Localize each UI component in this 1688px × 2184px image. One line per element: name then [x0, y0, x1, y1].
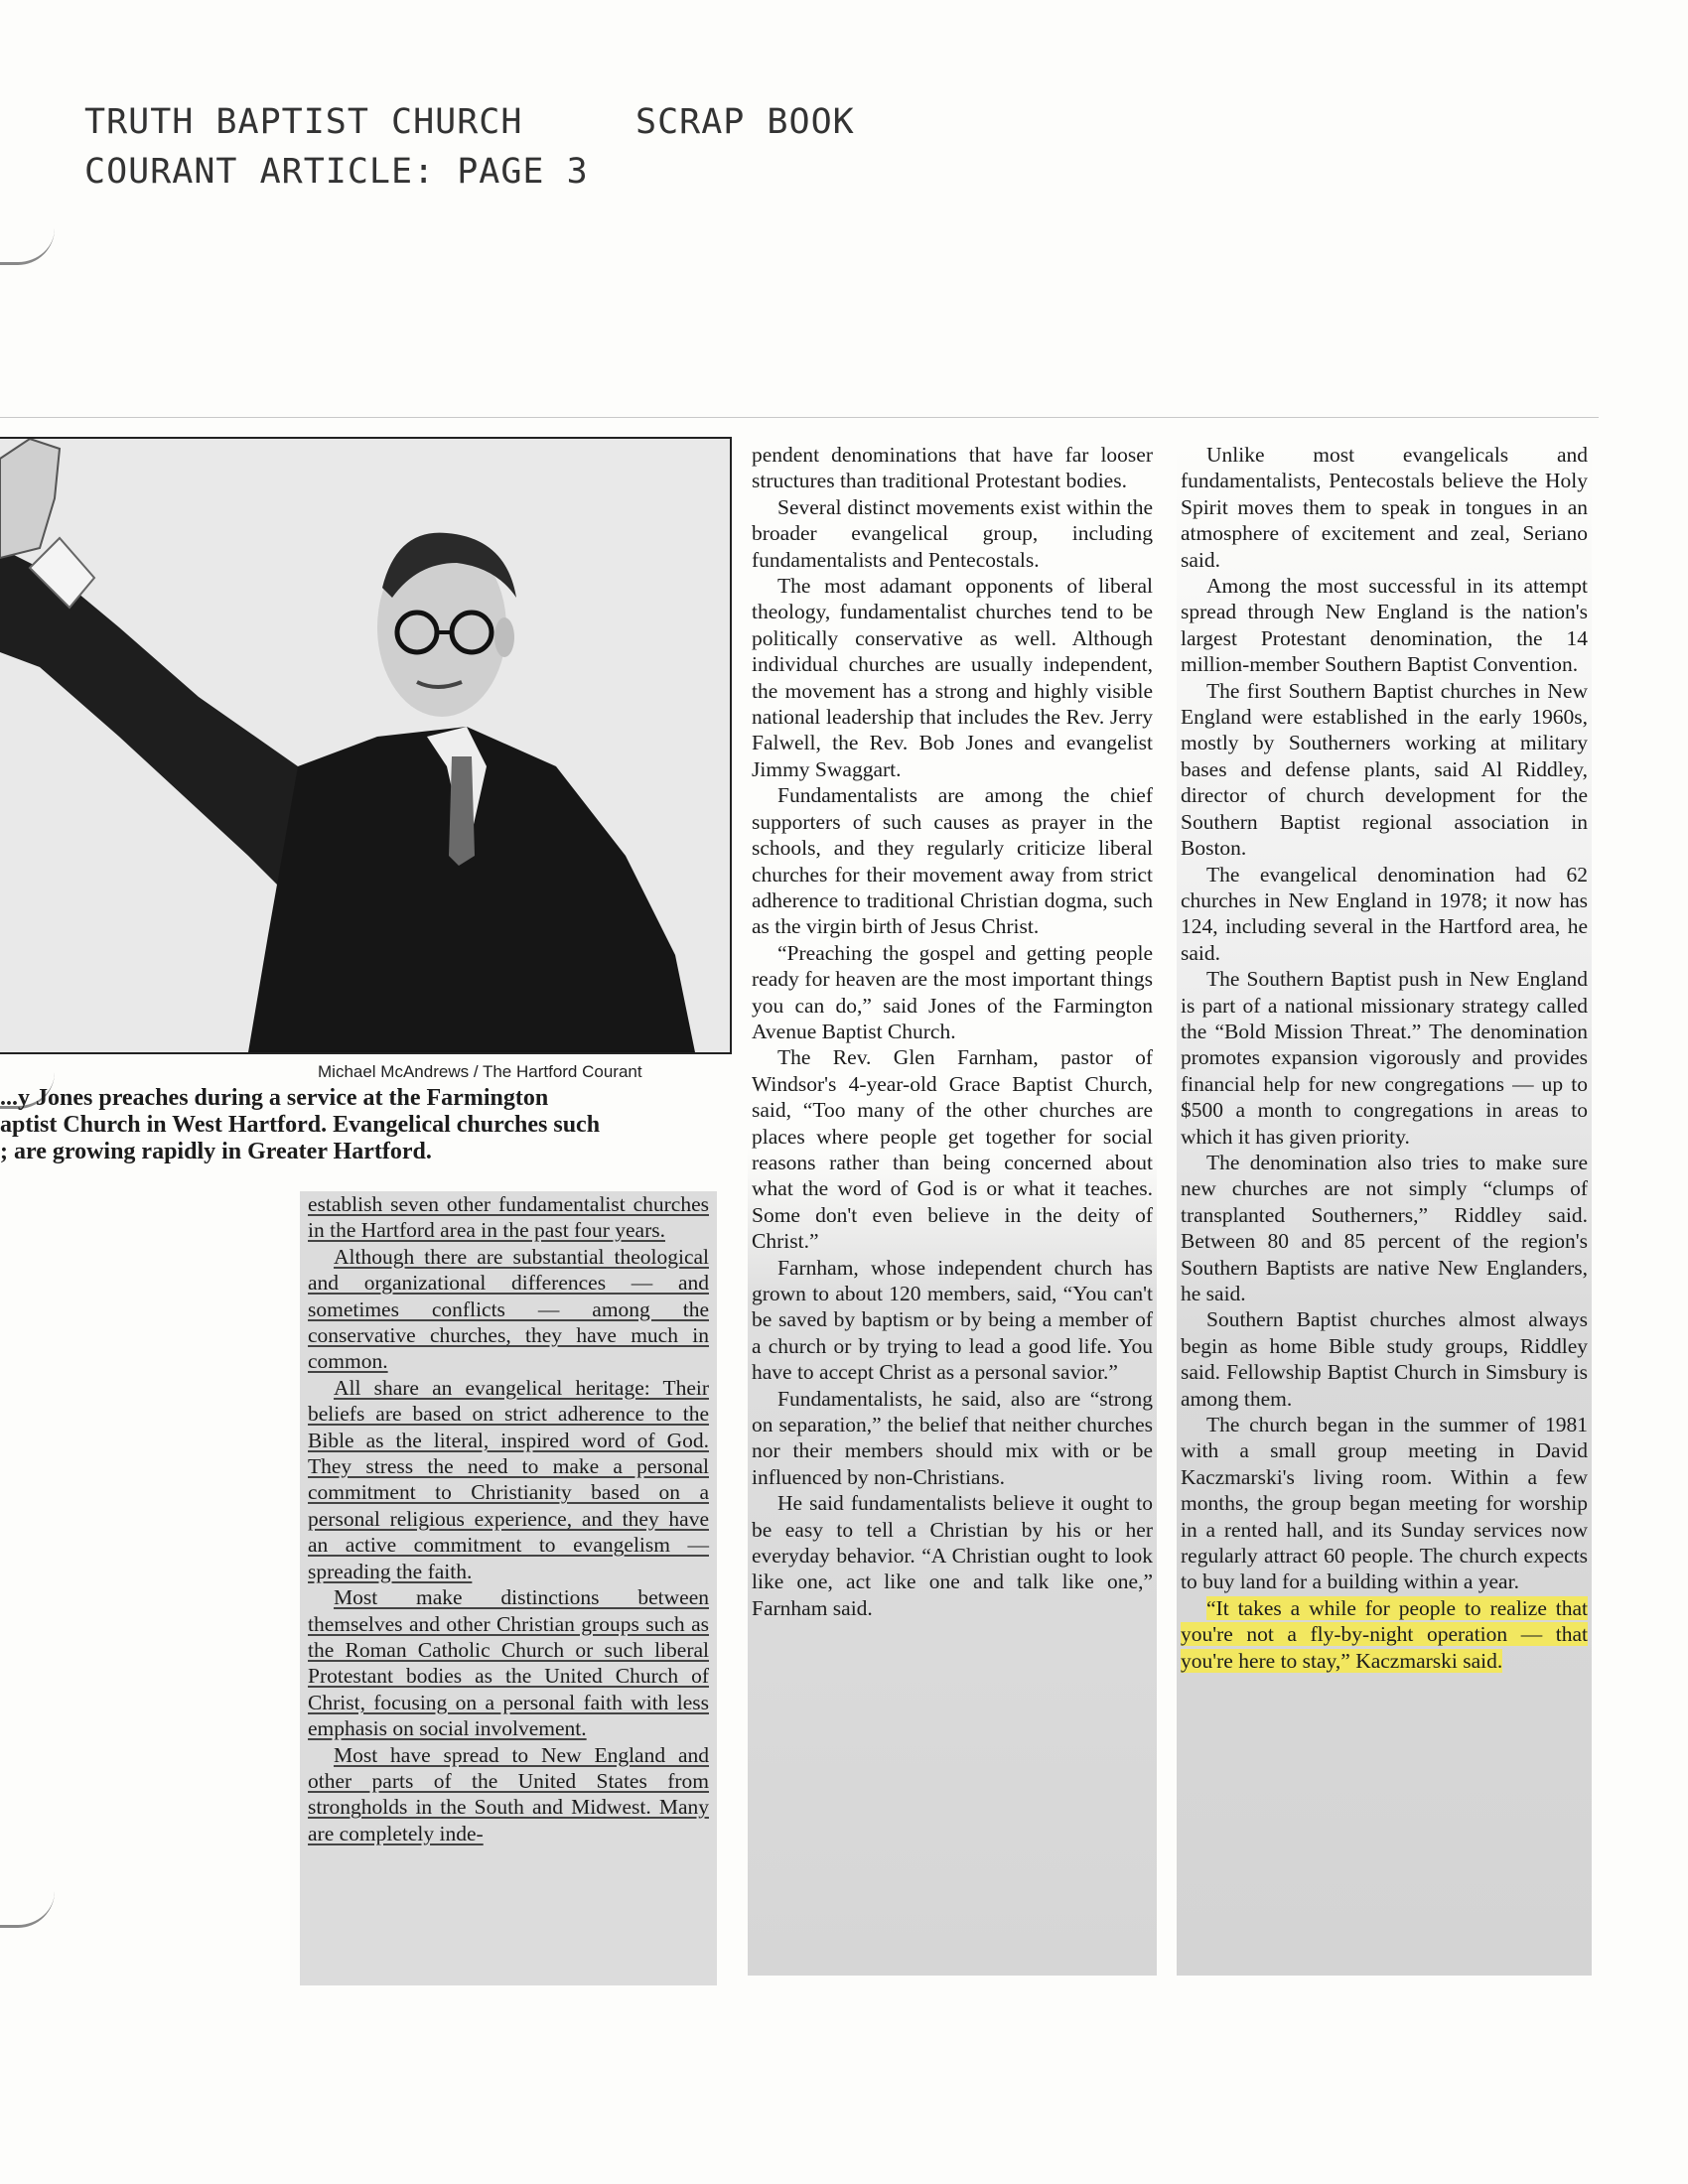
article-column-1 [300, 1191, 717, 1985]
highlighted-quote-text: “It takes a while for people to realize that you're not a fly-by-night operation — that you're here to stay,” Kaczmarski said. [1181, 1595, 1588, 1673]
paragraph: pendent denominations that have far looser structures than traditional Protestant bodies. [752, 443, 1153, 493]
preacher-photo-illustration [0, 439, 730, 1052]
paragraph: Among the most successful in its attempt spread through New England is the nation's largest Protestant denomination, the 14 million-member Southern Baptist Convention. [1181, 574, 1588, 677]
binder-hole-bottom [0, 1891, 55, 1928]
paragraph: Several distinct movements exist within the broader evangelical group, including fundamentalists and Pentecostals. [752, 494, 1153, 572]
header-article-page: COURANT ARTICLE: PAGE 3 [84, 152, 589, 192]
paragraph: Unlike most evangelicals and fundamentalists, Pentecostals believe the Holy Spirit moves them to speak in tongues in an atmosphere of excitement and zeal, Seriano said. [1181, 443, 1588, 572]
paragraph: The Southern Baptist push in New England is part of a national missionary strategy called the “Bold Mission Threat.” The denomination promotes expansion vigorously and provides financial help for new congregations — up to $500 a month to congregations in areas to which it has given priority. [1181, 967, 1588, 1149]
paragraph: “Preaching the gospel and getting people ready for heaven are the most important things you can do,” said Jones of the Farmington Avenue Baptist Church. [752, 940, 1153, 1043]
paragraph: Most have spread to New England and other parts of the United States from strongholds in the South and Midwest. Many are completely inde- [308, 1742, 709, 1845]
caption-line: ; are growing rapidly in Greater Hartford. [0, 1139, 432, 1164]
paragraph: The evangelical denomination had 62 churches in New England in 1978; it now has 124, including several in the Hartford area, he said. [1181, 862, 1588, 965]
caption-line: ...y Jones preaches during a service at the Farmington [0, 1085, 549, 1111]
article-column-3 [1177, 442, 1592, 1976]
paragraph: The first Southern Baptist churches in New England were established in the early 1960s, mostly by Southerners working at military bases and defense plants, said Al Riddley, director of church development for the Southern Baptist regional association in Boston. [1181, 678, 1588, 861]
caption-line: aptist Church in West Hartford. Evangelical churches such [0, 1112, 601, 1138]
paragraph: The denomination also tries to make sure new churches are not simply “clumps of transplanted Southerners,” Riddley said. Between 80 and 85 percent of the region's Southern Baptists are native New Englanders, he said. [1181, 1150, 1588, 1305]
paragraph: The church began in the summer of 1981 with a small group meeting in David Kaczmarski's living room. Within a few months, the group began meeting for worship in a rented hall, and its Sunday services now regularly attract 60 people. The church expects to buy land for a building within a year. [1181, 1413, 1588, 1594]
header-scrapbook-label: SCRAP BOOK [635, 102, 855, 142]
photo-credit: Michael McAndrews / The Hartford Courant [318, 1062, 642, 1081]
clipping-edge [0, 417, 1599, 418]
binder-hole-top [0, 228, 55, 265]
paragraph: establish seven other fundamentalist churches in the Hartford area in the past four years. [308, 1192, 709, 1243]
paragraph: Most make distinctions between themselves and other Christian groups such as the Roman Catholic Church or such liberal Protestant bodies as the United Church of Christ, focusing on a personal faith with less emphasis on social involvement. [308, 1585, 709, 1741]
paragraph: He said fundamentalists believe it ought to be easy to tell a Christian by his or her everyday behavior. “A Christian ought to look like one, act like one and talk like one,” Farnham said. [752, 1491, 1153, 1620]
paragraph: Fundamentalists are among the chief supporters of such causes as prayer in the schools, and they regularly criticize liberal churches for their movement away from strict adherence to traditional Christian dogma, such as the virgin birth of Jesus Christ. [752, 783, 1153, 939]
photo-caption [0, 1085, 730, 1165]
paragraph: Farnham, whose independent church has grown to about 120 members, said, “You can't be saved by baptism or by being a member of a church or by trying to lead a good life. You have to accept Christ as a personal savior.” [752, 1255, 1153, 1385]
paragraph: The most adamant opponents of liberal theology, fundamentalist churches tend to be politically conservative as well. Although individual churches are usually independent, the movement has a strong and highly visible national leadership that includes the Rev. Jerry Falwell, the Rev. Bob Jones and evangelist Jimmy Swaggart. [752, 574, 1153, 781]
highlighted-quote [1181, 1595, 1588, 1674]
paragraph: The Rev. Glen Farnham, pastor of Windsor's 4-year-old Grace Baptist Church, said, “Too many of the other churches are places where people get together for social reasons rather than being concerned about what the word of God is or what it teaches. Some don't even believe in the deity of Christ.” [752, 1045, 1153, 1254]
paragraph: All share an evangelical heritage: Their beliefs are based on strict adherence to the Bible as the literal, inspired word of God. They stress the need to make a personal commitment to Christianity based on a personal religious experience, and they have an active commitment to evangelism — spreading the faith. [308, 1375, 709, 1583]
article-column-2 [748, 442, 1157, 1976]
paragraph: Although there are substantial theological and organizational differences — and sometimes conflicts — among the conservative churches, they have much in common. [308, 1244, 709, 1374]
header-church-name: TRUTH BAPTIST CHURCH [84, 102, 523, 142]
paragraph: Southern Baptist churches almost always begin as home Bible study groups, Riddley said. Fellowship Baptist Church in Simsbury is among them. [1181, 1307, 1588, 1411]
scrapbook-header [84, 97, 855, 197]
paragraph: Fundamentalists, he said, also are “strong on separation,” the belief that neither churches nor their members should mix with or be influenced by non-Christians. [752, 1386, 1153, 1489]
article-photo [0, 437, 732, 1054]
